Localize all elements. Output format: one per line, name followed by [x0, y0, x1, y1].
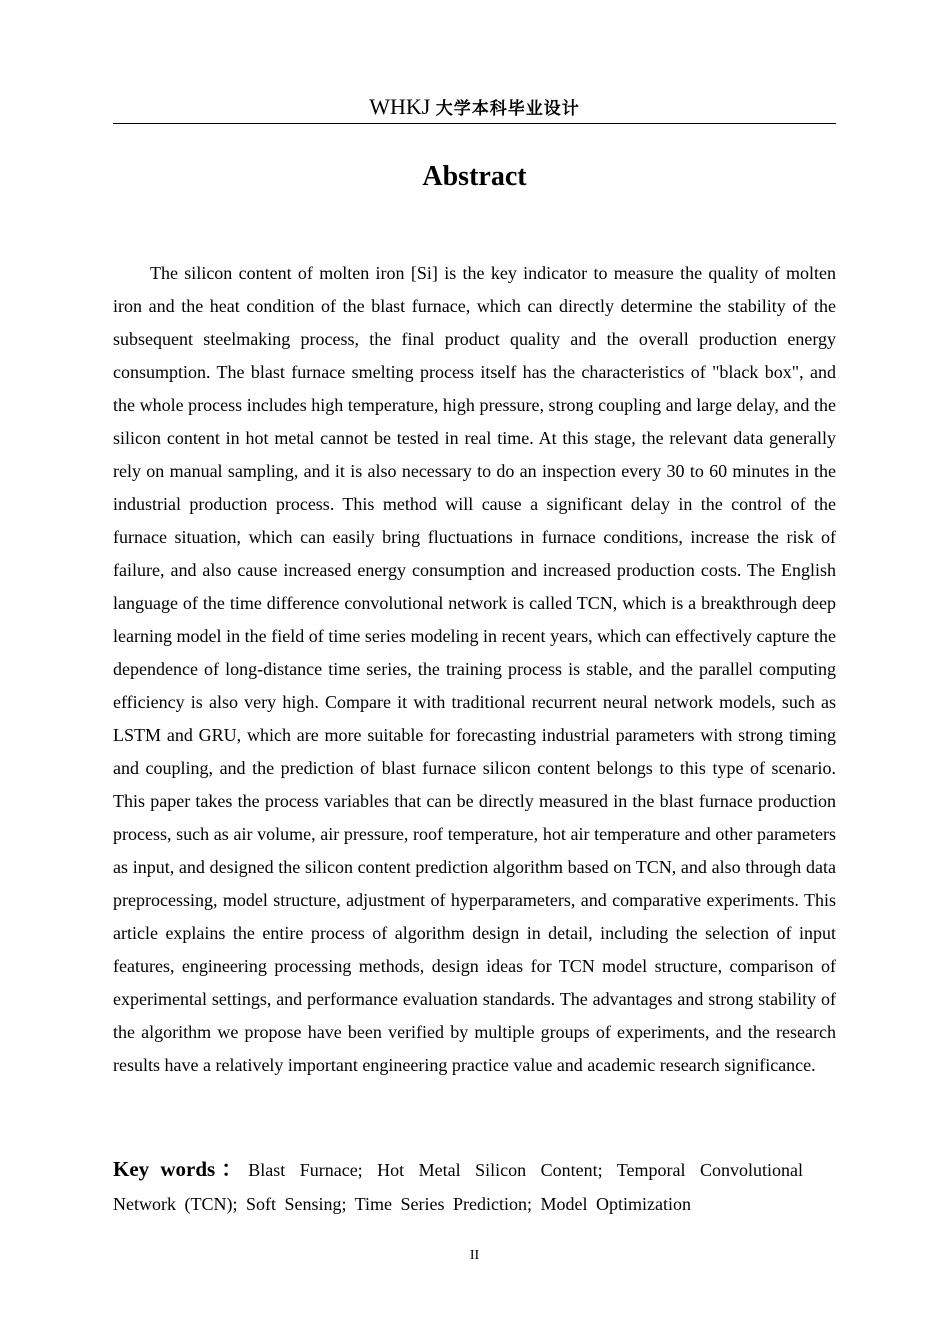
page-header — [113, 92, 836, 124]
header-thesis-title: 大学本科毕业设计 — [435, 99, 580, 119]
header-school-code: WHKJ — [369, 94, 436, 119]
header-divider — [113, 123, 836, 124]
page-number: II — [469, 1248, 480, 1263]
keywords-label: Key words： — [113, 1157, 249, 1181]
abstract-title: Abstract — [422, 161, 527, 192]
keywords-list: Blast Furnace; Hot Metal Silicon Content; Temporal Convolutional Network (TCN); Soft Sensing; Time Series Prediction; Model Optimization — [113, 1160, 803, 1214]
abstract-paragraph: The silicon content of molten iron [Si] is the key indicator to measure the quality of molten iron and the heat condition of the blast furnace, which can directly determine the stability of the subsequent steelmaking process, the final product quality and the overall production energy consumption. The blast furnace smelting process itself has the characteristics of "black box", and the whole process includes high temperature, high pressure, strong coupling and large delay, and the silicon content in hot metal cannot be tested in real time. At this stage, the relevant data generally rely on manual sampling, and it is also necessary to do an inspection every 30 to 60 minutes in the industrial production process. This method will cause a significant delay in the control of the furnace situation, which can easily bring fluctuations in furnace conditions, increase the risk of failure, and also cause increased energy consumption and increased production costs. The English language of the time difference convolutional network is called TCN, which is a breakthrough deep learning model in the field of time series modeling in recent years, which can effectively capture the dependence of long-distance time series, the training process is stable, and the parallel computing efficiency is also very high. Compare it with traditional recurrent neural network models, such as LSTM and GRU, which are more suitable for forecasting industrial parameters with strong timing and coupling, and the prediction of blast furnace silicon content belongs to this type of scenario. This paper takes the process variables that can be directly measured in the blast furnace production process, such as air volume, air pressure, roof temperature, hot air temperature and other parameters as input, and designed the silicon content prediction algorithm based on TCN, and also through data preprocessing, model structure, adjustment of hyperparameters, and comparative experiments. This article explains the entire process of algorithm design in detail, including the selection of input features, engineering processing methods, design ideas for TCN model structure, comparison of experimental settings, and performance evaluation standards. The advantages and strong stability of the algorithm we propose have been verified by multiple groups of experiments, and the research results have a relatively important engineering practice value and academic research significance. — [113, 263, 836, 1075]
keywords-section — [113, 1152, 803, 1221]
